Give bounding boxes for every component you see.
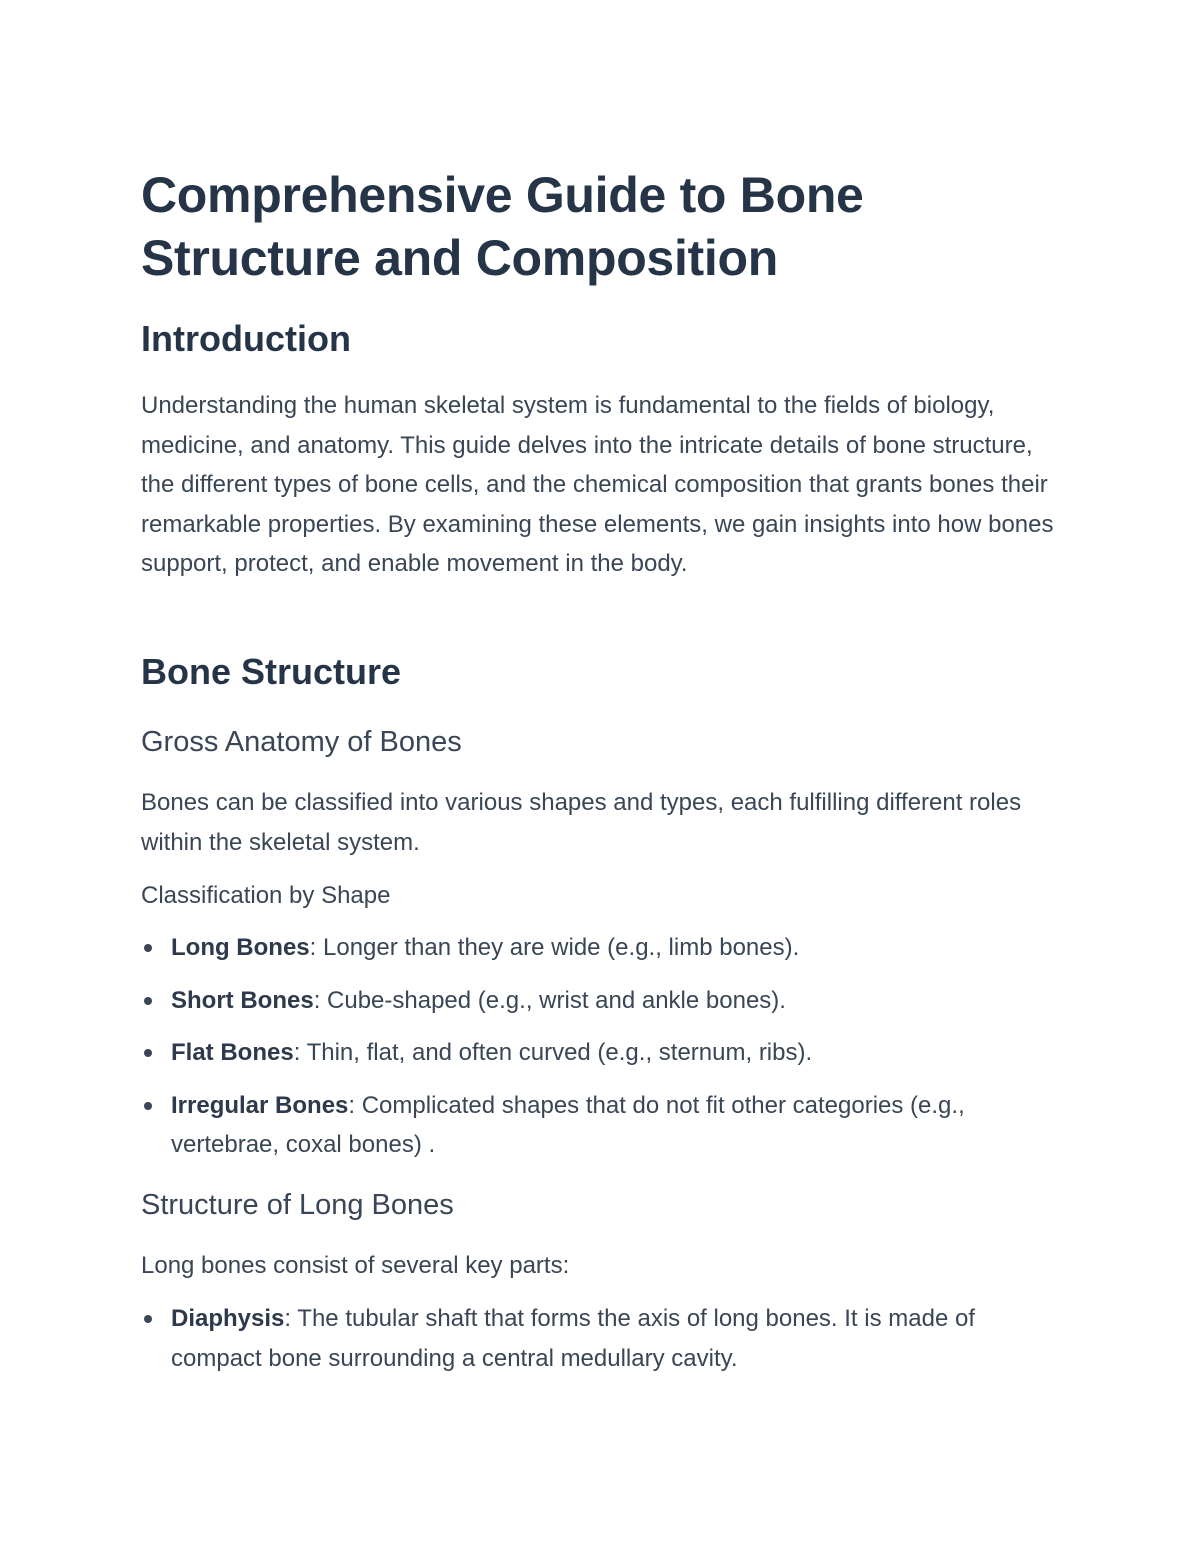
list-item-text: : Cube-shaped (e.g., wrist and ankle bones). bbox=[313, 986, 786, 1014]
shape-classification-list bbox=[141, 928, 1056, 1178]
bullet-icon bbox=[144, 1102, 152, 1110]
list-item-term: Diaphysis bbox=[171, 1305, 285, 1332]
bullet-icon bbox=[144, 997, 152, 1005]
bone-structure-heading: Bone Structure bbox=[141, 651, 402, 692]
document-title: Comprehensive Guide to Bone Structure and Composition bbox=[141, 167, 864, 286]
bullet-icon bbox=[144, 1315, 152, 1323]
long-bones-heading: Structure of Long Bones bbox=[141, 1189, 454, 1221]
list-item-text: : Complicated shapes that do not fit other categories (e.g., vertebrae, coxal bones) . bbox=[171, 1091, 965, 1159]
long-bones-paragraph: Long bones consist of several key parts: bbox=[141, 1252, 570, 1279]
list-item-term: Short Bones bbox=[171, 986, 314, 1014]
bullet-icon bbox=[144, 944, 152, 952]
list-item bbox=[141, 1086, 1056, 1165]
list-item-text: : Thin, flat, and often curved (e.g., sternum, ribs). bbox=[293, 1039, 813, 1067]
list-item-text: : The tubular shaft that forms the axis of long bones. It is made of compact bone surrounding a central medullary cavity. bbox=[171, 1305, 975, 1372]
classification-heading: Classification by Shape bbox=[141, 882, 391, 909]
list-item bbox=[141, 981, 1056, 1021]
bullet-icon bbox=[144, 1049, 152, 1057]
introduction-heading: Introduction bbox=[141, 318, 351, 359]
introduction-paragraph: Understanding the human skeletal system is fundamental to the fields of biology, medicine, and anatomy. This guide delves into the intricate details of bone structure, the different types of bone cells, and the chemical composition that grants bones their remarkable properties. By examining these elements, we gain insights into how bones support, protect, and enable movement in the body. bbox=[141, 392, 1054, 578]
gross-anatomy-heading: Gross Anatomy of Bones bbox=[141, 726, 462, 758]
list-item-term: Irregular Bones bbox=[171, 1091, 349, 1119]
list-item-term: Long Bones bbox=[171, 934, 310, 961]
list-item-term: Flat Bones bbox=[171, 1039, 294, 1067]
list-item-text: : Longer than they are wide (e.g., limb bones). bbox=[309, 934, 800, 961]
list-item bbox=[141, 928, 1056, 968]
long-bones-parts-list bbox=[141, 1299, 1056, 1391]
list-item bbox=[141, 1299, 1056, 1378]
gross-anatomy-paragraph: Bones can be classified into various shapes and types, each fulfilling different roles within the skeletal system. bbox=[141, 789, 1022, 856]
list-item bbox=[141, 1033, 1056, 1073]
